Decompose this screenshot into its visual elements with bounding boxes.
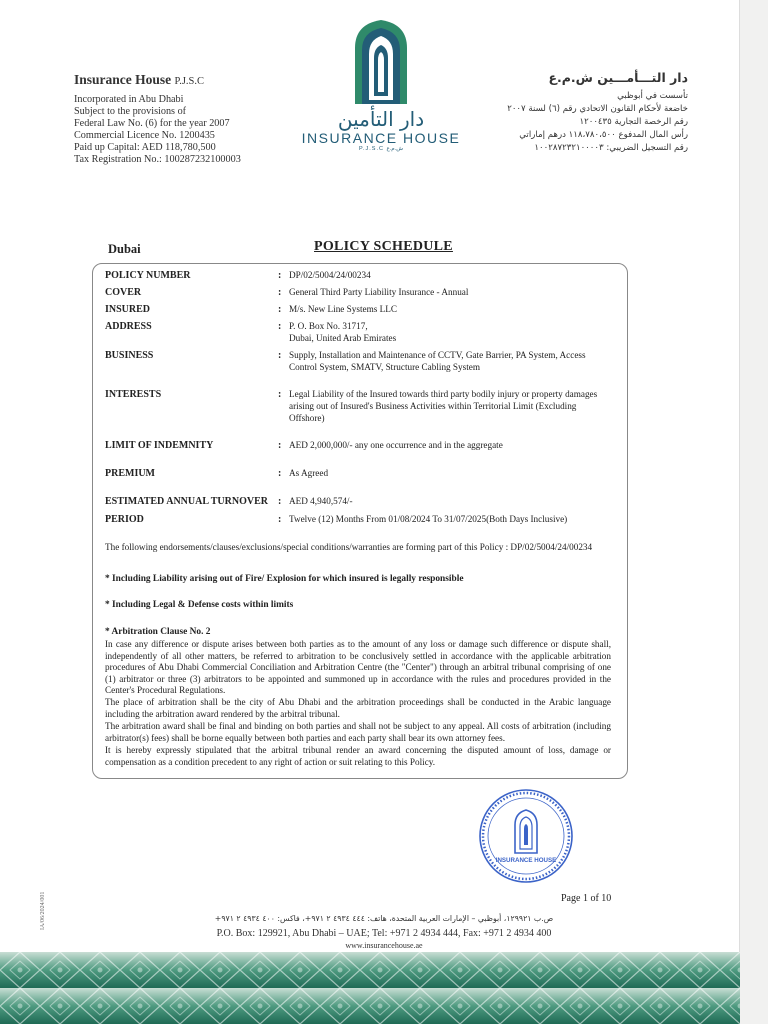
company-suffix: P.J.S.C: [174, 76, 204, 87]
row-label: COVER: [105, 287, 142, 298]
row-label: PREMIUM: [105, 468, 155, 479]
letterhead-arabic-line: رقم الرخصة التجارية ١٢٠٠٤٣٥: [579, 117, 688, 127]
row-value: AED 4,940,574/-: [289, 496, 353, 506]
letterhead-arabic-line: تأسست في أبوظبي: [617, 91, 688, 101]
letterhead-arabic-line: رأس المال المدفوع ١١٨،٧٨٠،٥٠٠ درهم إماراتي: [519, 130, 688, 140]
arbitration-clause-title: * Arbitration Clause No. 2: [105, 627, 211, 637]
footer-website-link[interactable]: www.insurancehouse.ae: [345, 941, 423, 950]
row-label: POLICY NUMBER: [105, 270, 191, 281]
footer-arabic-address: ص.ب ١٢٩٩٢١، أبوظبي – الإمارات العربية المتحدة، هاتف: ٤٤٤ ٤٩٣٤ ٢ ٩٧١+، فاكس: ٤٠٠ ٤٩٣٤ ٢ ٩٧١+: [214, 914, 554, 923]
company-name-arabic: دار التـــأمـــين ش.م.ع: [548, 70, 688, 85]
row-value: General Third Party Liability Insurance - Annual: [289, 287, 469, 297]
logo-pjsc-text: P.J.S.C ش.م.ع: [359, 146, 403, 152]
arbitration-paragraph: It is hereby expressly stipulated that the arbitral tribunal render an award concerning the disputed amount of loss, damage or compensation as a condition precedent to any right of action or suit relating to this Policy.: [105, 745, 611, 767]
page-number: Page 1 of 10: [561, 893, 612, 904]
arbitration-paragraph: In case any difference or dispute arises between both parties as to the amount of any loss or damage such difference or dispute shall, independently of all other matters, be referred to arbitration to be conclusively settled in accordance with the applicable arbitration procedures of Abu Dhabi Commercial Conciliation and Arbitration Centre (the "Center") through an arbitral tribunal comprising of one (1) arbitrator or three (3) arbitrators to be appointed and summoned up in accordance with the rules and procedures provided in the Center's Procedural Regulations.: [105, 639, 611, 696]
row-label: ADDRESS: [105, 321, 152, 332]
letterhead-right: [428, 70, 688, 155]
row-value: M/s. New Line Systems LLC: [289, 304, 397, 314]
row-label: PERIOD: [105, 514, 144, 525]
company-stamp: [477, 787, 575, 885]
letterhead-line: Paid up Capital: AED 118,780,500: [74, 142, 216, 153]
endorsements-intro: The following endorsements/clauses/exclusions/special conditions/warranties are forming part of this Policy : DP/02/5004/24/00234: [105, 542, 593, 552]
arch-logo-icon: [351, 18, 411, 106]
letterhead-arabic-line: خاضعة لأحكام القانون الاتحادي رقم (٦) لسنة ٢٠٠٧: [507, 104, 688, 114]
company-name: Insurance House P.J.S.C: [74, 72, 204, 87]
letterhead-line: Federal Law No. (6) for the year 2007: [74, 118, 230, 129]
row-label: INTERESTS: [105, 389, 162, 400]
letterhead-line: Incorporated in Abu Dhabi: [74, 94, 184, 105]
arbitration-paragraph: The place of arbitration shall be the city of Abu Dhabi and the arbitration proceedings shall be conducted in the Arabic language including the arbitration award rendered by the arbitral tribunal.: [105, 697, 611, 719]
row-label: ESTIMATED ANNUAL TURNOVER: [105, 496, 268, 507]
stamp-text: INSURANCE HOUSE: [495, 857, 557, 864]
row-label: BUSINESS: [105, 350, 154, 361]
letterhead-line: Subject to the provisions of: [74, 106, 187, 117]
side-reference-code: IA/06/2024/001: [40, 891, 46, 930]
row-value: As Agreed: [289, 468, 329, 478]
row-value: Supply, Installation and Maintenance of CCTV, Gate Barrier, PA System, Access Control System, SMATV, Structure Cabling System: [289, 350, 586, 372]
letterhead-left: [74, 72, 334, 166]
clause-fire-explosion: * Including Liability arising out of Fire/ Explosion for which insured is legally responsible: [105, 574, 464, 584]
arbitration-paragraph: The arbitration award shall be final and binding on both parties and shall not be subject to any appeal. All costs of arbitration (including arbitrator(s) fees) shall be borne equally between both parties and each party shall bear its own attorney fees.: [105, 721, 611, 743]
city-label: Dubai: [108, 242, 141, 256]
letterhead-arabic-line: رقم التسجيل الضريبي: ١٠٠٢٨٧٢٣٢١٠٠٠٠٣: [534, 143, 688, 153]
letterhead-line: Tax Registration No.: 100287232100003: [74, 154, 241, 165]
logo-english-text: INSURANCE HOUSE: [301, 130, 461, 146]
row-label: LIMIT OF INDEMNITY: [105, 440, 214, 451]
row-value: Legal Liability of the Insured towards third party bodily injury or property damages arising out of Insured's Business Activities within Territorial Limit (Excluding Offshore): [289, 389, 598, 423]
letterhead-line: Commercial Licence No. 1200435: [74, 130, 215, 141]
logo-arabic-text: دار التأمين: [337, 107, 425, 131]
footer-pattern: [0, 952, 740, 1024]
clause-legal-defense: * Including Legal & Defense costs within limits: [105, 600, 294, 610]
page-title: POLICY SCHEDULE: [314, 239, 453, 254]
row-value: Twelve (12) Months From 01/08/2024 To 31/07/2025(Both Days Inclusive): [289, 514, 568, 524]
page-margin: [739, 0, 768, 1024]
footer-address: P.O. Box: 129921, Abu Dhabi – UAE; Tel: +971 2 4934 444, Fax: +971 2 4934 400: [216, 928, 552, 939]
row-value: DP/02/5004/24/00234: [289, 270, 371, 280]
row-label: INSURED: [105, 304, 151, 315]
row-value: P. O. Box No. 31717, Dubai, United Arab Emirates: [289, 321, 397, 343]
row-value: AED 2,000,000/- any one occurrence and in the aggregate: [289, 440, 503, 450]
